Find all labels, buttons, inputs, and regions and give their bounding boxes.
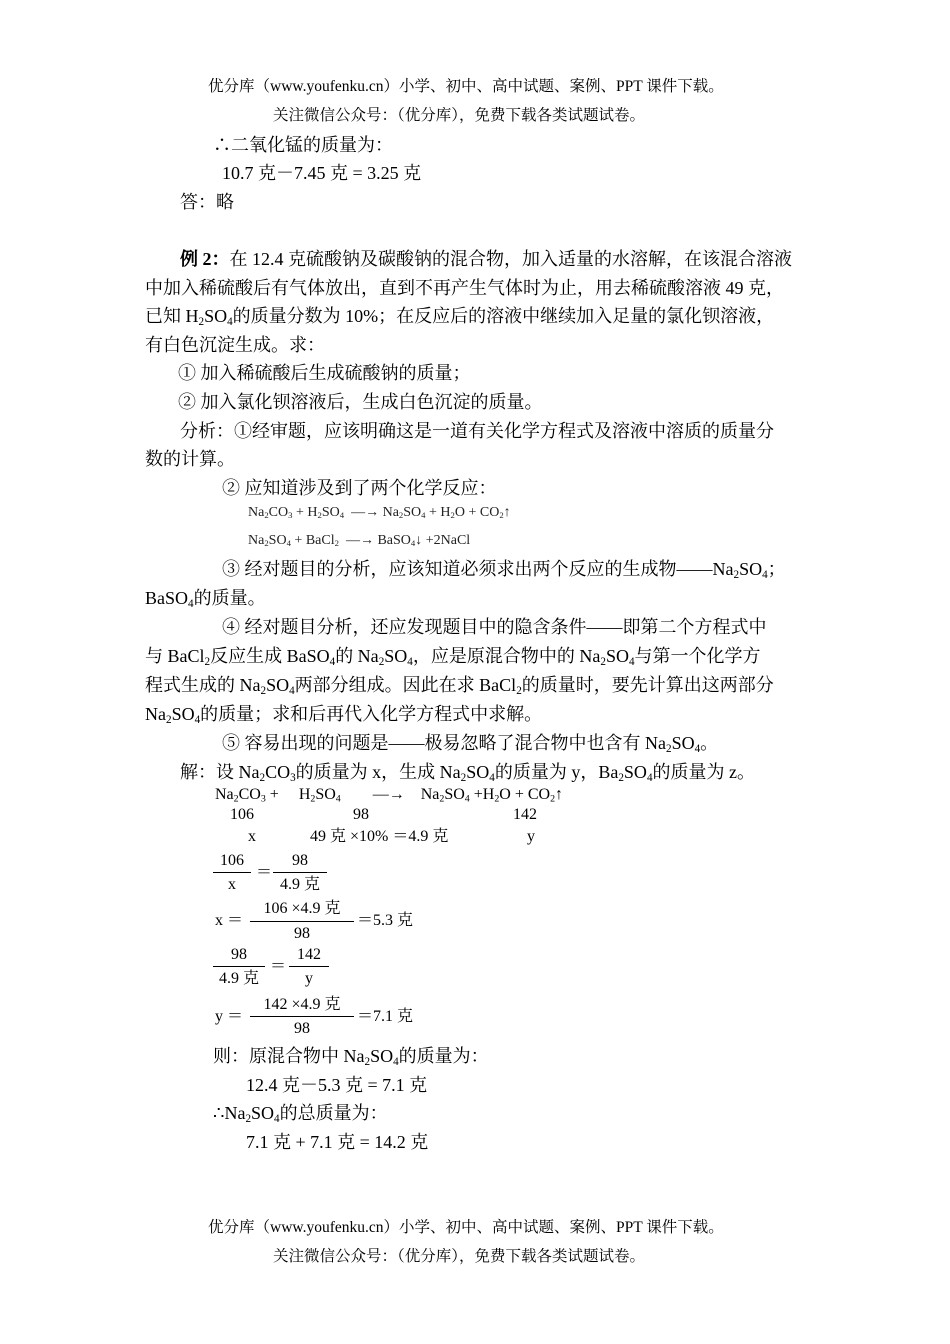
row-x: x xyxy=(248,828,256,845)
frac2-bar xyxy=(250,921,354,922)
frac3-bar2 xyxy=(289,966,329,967)
frac1-den2: 4.9 克 xyxy=(279,876,320,893)
total-na2so4-label: $\therefore Na_2SO_4$的总质量为： xyxy=(213,1103,388,1125)
row-y: y xyxy=(527,828,535,845)
reaction-equation-1: $Na_2CO_3 + H_2SO_4$ —→ $Na_2SO_4 + H_2O$ + $CO_2↑$ xyxy=(248,505,511,521)
frac3-den2: y xyxy=(305,970,313,987)
frac2-lhs: x ＝ xyxy=(215,912,244,929)
example-label: 例 2 xyxy=(180,249,212,269)
solution-equation: $Na_2CO_3$ + $H_2SO_4$ —→ $Na_2SO_4 +H_2O$ + $CO_2↑$ xyxy=(215,786,564,805)
frac1-equals: ＝ xyxy=(256,864,273,881)
example2-line-1: 例 2：在 12.4 克硫酸钠及碳酸钠的混合物，加入适量的水溶解，在该混合溶液 xyxy=(180,249,792,269)
mno2-calc: 10.7 克－7.45 克 = 3.25 克 xyxy=(222,163,422,183)
reaction-equation-2: $Na_2SO_4$ + BaCl$_2$ —→ BaSO$_4$↓ +2NaCl xyxy=(248,533,471,549)
analysis-point-5: ⑤ 容易出现的问题是——极易忽略了混合物中也含有 $Na_2SO_4$。 xyxy=(222,733,719,755)
question-1: ① 加入稀硫酸后生成硫酸钠的质量； xyxy=(178,363,471,383)
example2-line-3: 已知 $H_2SO_4$的质量分数为 10%；在反应后的溶液中继续加入足量的氯化钡溶液， xyxy=(145,306,775,328)
analysis-line-1: 分析：①经审题，应该明确这是一道有关化学方程式及溶液中溶质的质量分 xyxy=(180,421,774,441)
frac3-equals: ＝ xyxy=(270,958,287,975)
header-line-1: 优分库（www.youfenku.cn）小学、初中、高中试题、案例、PPT 课件下载。 xyxy=(208,78,724,95)
row-h2so4-mass: 49 克 ×10% ＝4.9 克 xyxy=(310,828,449,845)
frac3-num2: 142 xyxy=(297,946,321,963)
solution-intro: 解：设 $Na_2CO_3$的质量为 x，生成 $Na_2SO_4$的质量为 y，$Ba_2SO_4$的质量为 z。 xyxy=(180,762,756,784)
analysis-point-3: ③ 经对题目的分析，应该知道必须求出两个反应的生成物$——Na_2SO_4$； xyxy=(222,559,786,581)
molar-mass-na2so4: 142 xyxy=(513,806,537,823)
frac3-num1: 98 xyxy=(231,946,247,963)
frac1-den1: x xyxy=(228,876,236,893)
footer-line-2: 关注微信公众号：（优分库），免费下载各类试题试卷。 xyxy=(273,1248,646,1265)
molar-mass-h2so4: 98 xyxy=(353,806,369,823)
analysis-point-4: ④ 经对题目分析，还应发现题目中的隐含条件——即第二个方程式中 xyxy=(222,617,767,637)
frac2-num: 106 ×4.9 克 xyxy=(263,900,341,917)
analysis-point-4-line-4: $Na_2SO_4$的质量；求和后再代入化学方程式中求解。 xyxy=(145,704,543,726)
question-2: ② 加入氯化钡溶液后，生成白色沉淀的质量。 xyxy=(178,392,543,412)
frac4-num: 142 ×4.9 克 xyxy=(263,996,341,1013)
header-line-2: 关注微信公众号：（优分库），免费下载各类试题试卷。 xyxy=(273,107,646,124)
frac4-rhs: ＝7.1 克 xyxy=(357,1008,414,1025)
analysis-point-4-line-2: 与 BaCl$_2$反应生成 BaSO$_4$的 $Na_2SO_4$，应是原混合物中的 $Na_2SO_4$与第一个化学方 xyxy=(145,646,761,668)
frac1-num1: 106 xyxy=(220,852,244,869)
frac2-rhs: ＝5.3 克 xyxy=(357,912,414,929)
frac3-den1: 4.9 克 xyxy=(218,970,259,987)
frac3-bar1 xyxy=(213,966,265,967)
calc-original-na2so4: 12.4 克－5.3 克 = 7.1 克 xyxy=(246,1075,428,1095)
answer-text: 答：略 xyxy=(180,192,234,212)
original-na2so4-label: 则：原混合物中 $Na_2SO_4$的质量为： xyxy=(213,1046,489,1068)
analysis-line-2: 数的计算。 xyxy=(145,449,235,469)
frac2-den: 98 xyxy=(294,925,310,942)
footer-line-1: 优分库（www.youfenku.cn）小学、初中、高中试题、案例、PPT 课件下载。 xyxy=(208,1219,724,1236)
molar-mass-na2co3: 106 xyxy=(230,806,254,823)
calc-total-na2so4: 7.1 克 + 7.1 克 = 14.2 克 xyxy=(246,1132,429,1152)
frac4-lhs: y ＝ xyxy=(215,1008,244,1025)
mno2-mass-label: ∴二氧化锰的质量为： xyxy=(213,135,393,155)
frac1-num2: 98 xyxy=(292,852,308,869)
frac4-den: 98 xyxy=(294,1020,310,1037)
example2-line-2: 中加入稀硫酸后有气体放出，直到不再产生气体时为止，用去稀硫酸溶液 49 克， xyxy=(145,278,784,298)
example2-line-4: 有白色沉淀生成。求： xyxy=(145,335,325,355)
frac1-bar2 xyxy=(273,872,327,873)
frac4-bar xyxy=(250,1016,354,1017)
analysis-point-4-line-3: 程式生成的 $Na_2SO_4$两部分组成。因此在求 BaCl$_2$的质量时，要先计算出这两部分 xyxy=(145,675,774,697)
frac1-bar1 xyxy=(213,872,251,873)
analysis-point-2: ② 应知道涉及到了两个化学反应： xyxy=(222,478,497,498)
analysis-point-3-cont: BaSO$_4$的质量。 xyxy=(145,588,266,610)
